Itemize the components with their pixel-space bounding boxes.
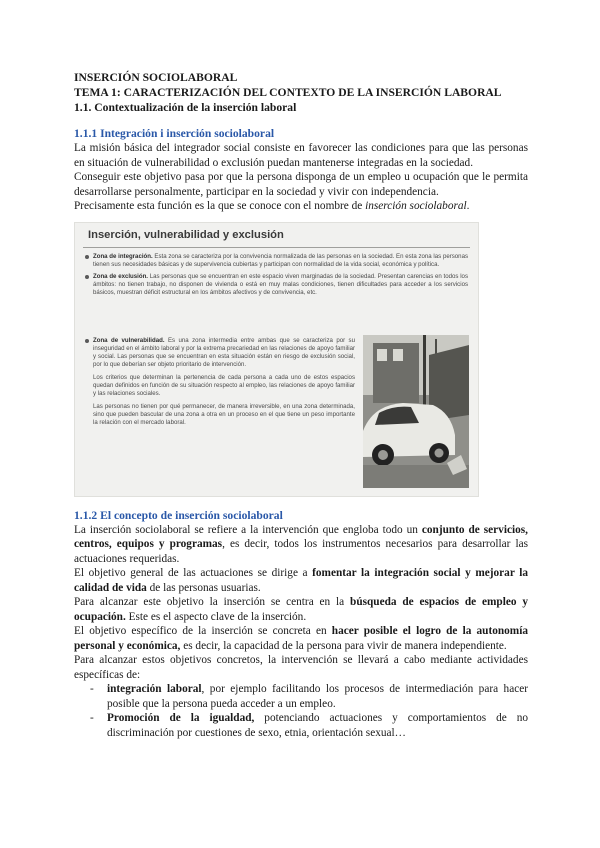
- section-1-1-1-paragraph-1: La misión básica del integrador social consiste en favorecer las condiciones para que las personas en situación de vulnerabilidad o exclusión puedan mantenerse integradas en la sociedad.: [74, 142, 528, 169]
- figure-divider: [83, 247, 470, 248]
- section-1-1-2-title: 1.1.2 El concepto de inserción sociolaboral: [74, 508, 283, 522]
- employment-highlight: búsqueda de espacios de empleo y ocupación.: [74, 596, 528, 623]
- section-1-1-2-paragraph-2: El objetivo general de las actuaciones se dirige a fomentar la integración social y mejorar la calidad de vida de las personas usuarias.: [74, 567, 528, 594]
- bullet-dot-icon: [85, 339, 89, 343]
- doc-subject-heading: INSERCIÓN SOCIOLABORAL: [74, 71, 238, 84]
- bullet-dot-icon: [85, 275, 89, 279]
- inserción-sociolaboral-term: inserción sociolaboral: [365, 200, 467, 212]
- section-1-1-2-paragraph-5: Para alcanzar estos objetivos concretos, la intervención se llevará a cabo mediante actividades específicas de:: [74, 654, 528, 681]
- zone-vulnerability: Zona de vulnerabilidad. Es una zona intermedia entre ambas que se caracteriza por su inseguridad en el ámbito laboral y por la extrema precariedad en las relaciones de apoyo familiar y social. Las personas que se encuentran en esta situación están en riesgo de exclusión social, por lo que deberían ser objeto prioritario de intervención.: [85, 337, 355, 369]
- section-1-1-1-title: 1.1.1 Integración i inserción sociolaboral: [74, 127, 275, 140]
- services-highlight: conjunto de servicios, centros, equipos y programas: [74, 523, 528, 550]
- bullet-dot-icon: [85, 255, 89, 259]
- zone-exclusion: Zona de exclusión. Las personas que se encuentran en este espacio viven marginadas de la sociedad. Presentan carencias en todos los ámbitos: no tienen trabajo, no disponen de vivienda o está en muy malas condiciones, tienen dificultades para acceder a los servicios básicos, muestran déficit estructural en los ámbitos afectivos y de convivencia, etc.: [85, 273, 468, 297]
- street-photo: [363, 335, 469, 488]
- document-page: [74, 70, 528, 740]
- doc-topic-heading: TEMA 1: CARACTERIZACIÓN DEL CONTEXTO DE LA INSERCIÓN LABORAL: [74, 86, 502, 99]
- section-1-1-2-paragraph-4: El objetivo específico de la inserción se concreta en hacer posible el logro de la autonomía personal y económica, es decir, la capacidad de la persona para vivir de manera independiente.: [74, 625, 528, 652]
- section-1-1-2-paragraph-3: Para alcanzar este objetivo la inserción se centra en la búsqueda de espacios de empleo y ocupación. Este es el aspecto clave de la inserción.: [74, 596, 528, 623]
- figure-title: Inserción, vulnerabilidad y exclusión: [88, 228, 284, 241]
- zone-integration: Zona de integración. Esta zona se caracteriza por la convivencia normalizada de las personas en la sociedad. En esta zona las personas tienen sus necesidades básicas y de supervivencia cubiertas y participan con normalidad de la vida social, económica y política.: [85, 253, 468, 269]
- doc-section-heading: 1.1. Contextualización de la inserción laboral: [74, 101, 297, 114]
- section-1-1-2-paragraph-1: La inserción sociolaboral se refiere a la intervención que engloba todo un conjunto de servicios, centros, equipos y programas, es decir, todos los instrumentos necesarios para desarrollar las actuaciones requeridas.: [74, 523, 528, 565]
- list-item: - integración laboral, por ejemplo facilitando los procesos de intermediación para hacer posible que la persona pueda acceder a un empleo.: [90, 683, 529, 710]
- list-item: - Promoción de la igualdad, potenciando actuaciones y comportamientos de no discriminación por cuestiones de sexo, etnia, orientación sexual…: [90, 712, 528, 739]
- autonomy-highlight: hacer posible el logro de la autonomía personal y económica,: [74, 625, 528, 652]
- integration-highlight: fomentar la integración social y mejorar la calidad de vida: [74, 567, 528, 594]
- section-1-1-1-paragraph-3: Precisamente esta función es la que se conoce con el nombre de inserción sociolaboral.: [74, 200, 470, 212]
- section-1-1-1-paragraph-2: Conseguir este objetivo pasa por que la persona disponga de un empleo u ocupación que le permita desarrollarse personalmente, participar en la sociedad y vivir con independencia.: [74, 171, 528, 198]
- figure-criteria-text: Los criterios que determinan la pertenencia de cada persona a cada uno de estos espacios quedan definidos en función de su situación respecto al empleo, las relaciones de apoyo familiar y las relaciones sociales.: [93, 373, 355, 397]
- figure-persons-text: Las personas no tienen por qué permanecer, de manera irreversible, en una zona determinada, sino que pueden bascular de una zona a otra en un proceso en el que tiene un peso importante la relación con el mercado laboral.: [93, 402, 355, 426]
- textbook-figure: [74, 222, 479, 497]
